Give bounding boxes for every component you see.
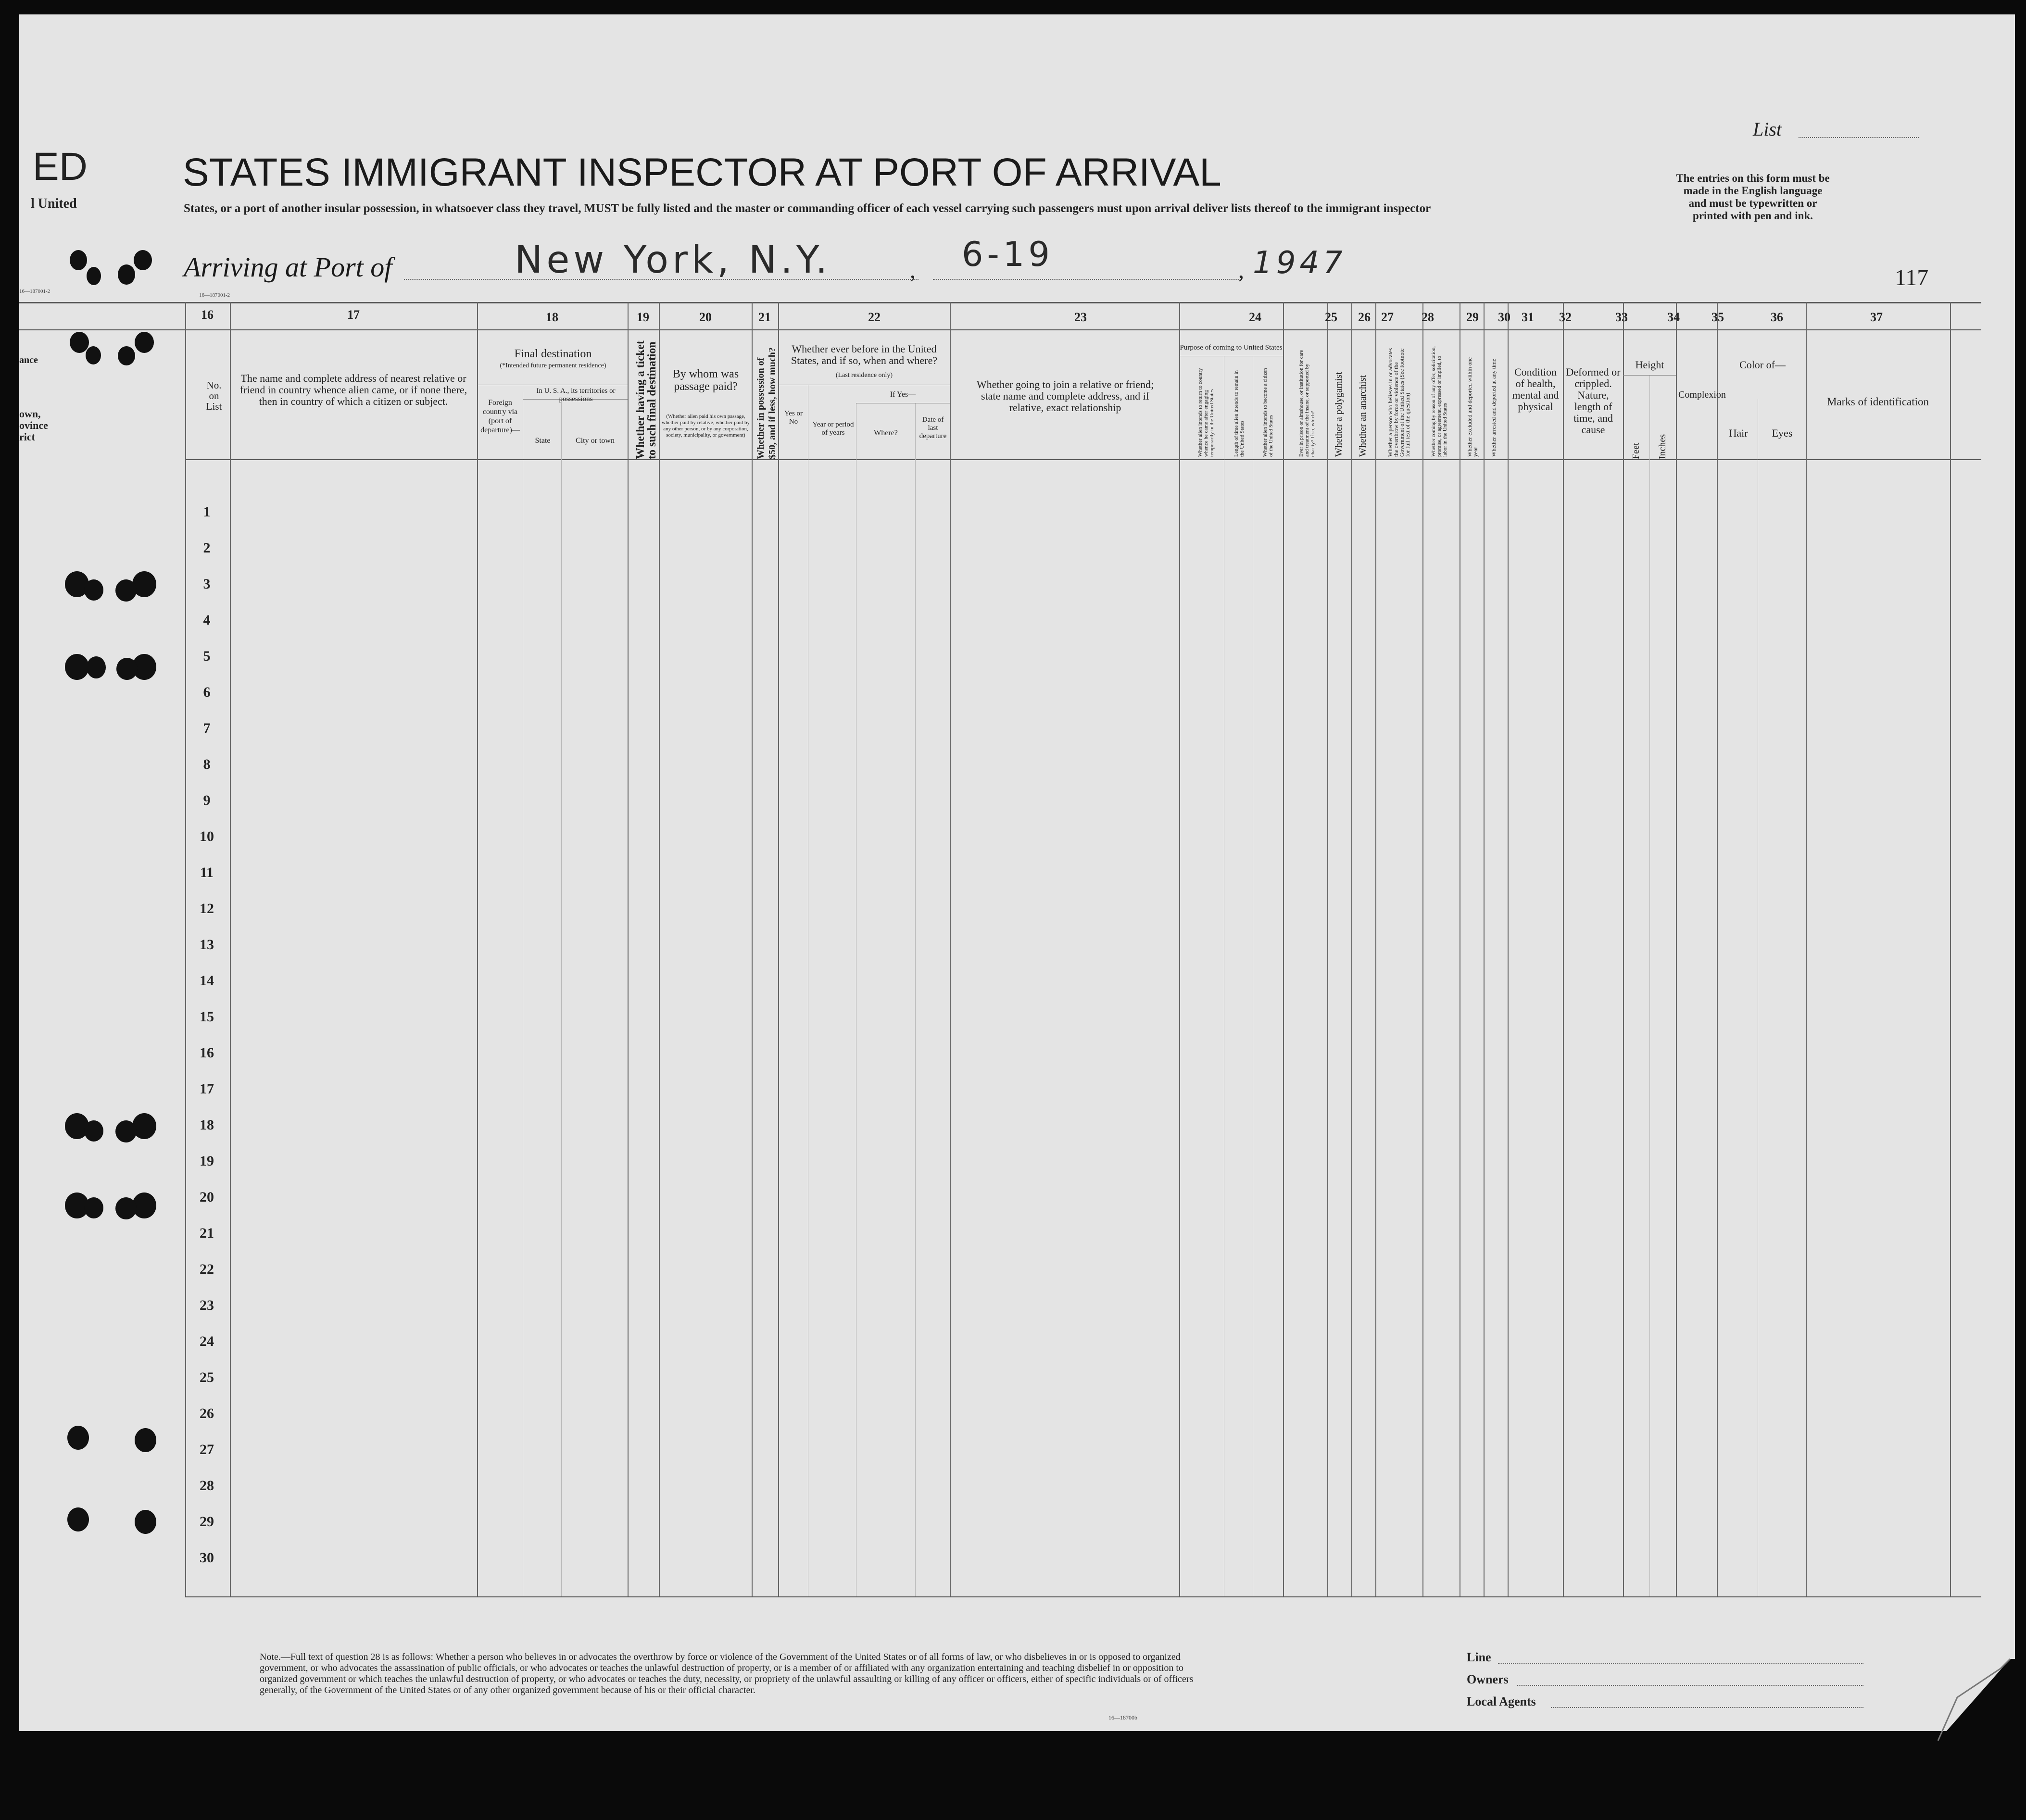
footnote-q28: Note.—Full text of question 28 is as follows: Whether a person who believes in or advocates the overthrow by force or violence of the Government of the United States or of all forms of law, or who disbelieves in or is opposed to organized government, or who advocates the assassination of public officials, or who advocates or teaches the unlawful destruction of property, or is a member of or affiliated with any organization entertaining and teaching disbelief in or opposition to organized government or which teaches the unlawful destruction of property, or who advocates or teaches the duty, necessity, or propriety of the unlawful assaulting or killing of any officer or officers, either of specific individuals or of officers generally, of the Government of the United States or of any other organized government because of his or their official character. <box>260 1652 1194 1695</box>
col-sep <box>1717 302 1718 1596</box>
header-anarchist: Whether an anarchist <box>1358 375 1368 457</box>
col-sep <box>778 302 779 1596</box>
header-q31: Whether arrested and deported at any time <box>1490 359 1497 457</box>
punch-hole <box>84 1120 103 1142</box>
colnum-24: 24 <box>1249 310 1261 324</box>
row-number: 30 <box>200 1550 214 1566</box>
colnum-33: 33 <box>1615 310 1628 324</box>
row-number: 27 <box>200 1442 214 1457</box>
curled-corner <box>1875 1611 2020 1755</box>
agents-field <box>1551 1707 1863 1708</box>
col-sep <box>1649 375 1650 1596</box>
header-by-whom-paid-note: (Whether alien paid his own passage, whether paid by relative, whether paid by any other person, or by any corporation, society, municipality, or government) <box>662 414 750 438</box>
date-line <box>933 279 1241 280</box>
list-label-text: List <box>1753 118 1782 140</box>
col-sep <box>1179 302 1180 1596</box>
punch-hole <box>70 250 87 270</box>
list-label <box>1753 118 1782 140</box>
header-purpose-c: Whether alien intends to become a citizen of the United States <box>1262 368 1274 457</box>
header-height: Height <box>1635 359 1664 371</box>
page-number: 117 <box>1895 265 1929 290</box>
port-handwritten: New York, N.Y. <box>515 238 831 282</box>
body-bottom-line <box>185 1596 1981 1597</box>
row-number: 17 <box>200 1081 214 1097</box>
punch-hole <box>67 1426 89 1450</box>
colnum-37: 37 <box>1870 310 1883 324</box>
colnum-34: 34 <box>1667 310 1680 324</box>
manifest-sheet <box>19 14 2015 1731</box>
height-rule <box>1623 375 1676 376</box>
colnum-17: 17 <box>347 308 360 322</box>
header-purpose: Purpose of coming to United States <box>1180 344 1283 351</box>
punch-hole <box>135 332 154 353</box>
col-sep <box>230 302 231 1596</box>
list-number-line <box>1799 137 1919 138</box>
col-sep <box>1676 302 1677 1596</box>
header-ever-before-note: (Last residence only) <box>835 372 893 379</box>
header-bottom-line <box>185 459 1981 460</box>
row-number: 9 <box>203 792 211 808</box>
date-handwritten: 6-19 <box>962 235 1054 274</box>
col-sep <box>1283 302 1284 1596</box>
punch-hole <box>70 332 89 353</box>
header-polygamist: Whether a polygamist <box>1334 372 1344 457</box>
colnum-25: 25 <box>1325 310 1337 324</box>
punch-hole <box>87 656 106 678</box>
fragment-col-d: rict <box>19 431 35 443</box>
header-if-yes: If Yes— <box>890 390 916 399</box>
header-q28: Whether a person who believes in or advocates the overthrow by force or violence of the Government of the United States (See footnote for full text of the question) <box>1387 348 1411 457</box>
row-number: 1 <box>203 504 211 520</box>
row-number: 23 <box>200 1297 214 1313</box>
colnum-21: 21 <box>758 310 771 324</box>
header-purpose-b: Length of time alien intends to remain in the United States <box>1233 370 1245 457</box>
fragment-left-subtitle: l United <box>31 196 77 211</box>
punch-hole <box>87 267 101 285</box>
colnum-30: 30 <box>1498 310 1510 324</box>
col-sep <box>659 302 660 1596</box>
colnum-16: 16 <box>201 308 214 322</box>
fragment-left-title: ED <box>33 145 88 188</box>
header-join-relative: Whether going to join a relative or friend; state name and complete address, and if relative, exact relationship <box>976 378 1154 414</box>
col-sep <box>561 399 562 1596</box>
header-hair: Hair <box>1729 427 1748 439</box>
header-q29: Whether coming by reason of any offer, solicitation, promise, or agreement, expressed or implied, to labor in the United States <box>1431 346 1448 457</box>
header-year-period: Year or period of years <box>812 421 854 437</box>
row-number: 22 <box>200 1261 214 1277</box>
fragment-col-c: ovince <box>19 419 48 431</box>
header-money: Whether in possession of $50, and if less, how much? <box>755 347 778 459</box>
header-deformed: Deformed or crippled. Nature, length of time, and cause <box>1566 366 1621 436</box>
colnum-27: 27 <box>1381 310 1394 324</box>
punch-hole <box>116 658 138 680</box>
punch-hole <box>118 264 135 285</box>
punch-hole <box>115 1120 137 1142</box>
row-number: 13 <box>200 937 214 953</box>
header-condition: Condition of health, mental and physical <box>1512 366 1559 413</box>
punch-hole <box>86 346 101 364</box>
header-complexion: Complexion <box>1678 389 1726 400</box>
form-code: 16—18700b <box>1108 1714 1137 1721</box>
header-ever-before: Whether ever before in the United States, and if so, when and where? <box>791 343 938 366</box>
col-sep <box>1351 302 1352 1596</box>
colnum-28: 28 <box>1422 310 1434 324</box>
row-number: 10 <box>200 828 214 844</box>
arriving-label: Arriving at Port of <box>184 251 392 283</box>
header-prison: Ever in prison or almshouse, or institution for care and treatment of the insane, or supported by charity? If so, which? <box>1298 350 1316 457</box>
col-sep <box>1508 302 1509 1596</box>
row-number: 29 <box>200 1514 214 1530</box>
header-nearest-relative: The name and complete address of nearest relative or friend in country whence alien came, or if none there, then in country of which a citizen or subject. <box>239 372 467 407</box>
colnum-line <box>19 329 1981 330</box>
fragment-col-a: ance <box>19 355 38 365</box>
owners-label: Owners <box>1467 1672 1509 1686</box>
punch-hole <box>84 1197 103 1218</box>
header-city: City or town <box>576 437 615 445</box>
row-number: 15 <box>200 1009 214 1025</box>
col-sep <box>477 302 478 1596</box>
agents-label: Local Agents <box>1467 1694 1536 1708</box>
col-sep <box>1484 302 1485 1596</box>
colnum-20: 20 <box>699 310 712 324</box>
row-number: 14 <box>200 973 214 989</box>
header-by-whom-paid: By whom was passage paid? <box>672 368 739 393</box>
header-marks: Marks of identification <box>1826 396 1929 408</box>
col-sep <box>1375 302 1376 1596</box>
row-number: 20 <box>200 1189 214 1205</box>
comma-1: , <box>910 258 916 283</box>
col-sep <box>752 302 753 1596</box>
punch-hole <box>65 654 89 680</box>
punch-hole <box>115 579 137 602</box>
colnum-18: 18 <box>546 310 558 324</box>
row-number: 5 <box>203 648 211 664</box>
header-feet: Feet <box>1631 442 1641 459</box>
row-number: 25 <box>200 1369 214 1385</box>
row-number: 8 <box>203 756 211 772</box>
margin-code-mid: 16—187001-2 <box>199 292 230 298</box>
header-final-destination: Final destination <box>514 348 592 360</box>
header-color-of: Color of— <box>1739 359 1786 371</box>
line-label: Line <box>1467 1650 1491 1664</box>
header-eyes: Eyes <box>1772 427 1793 439</box>
row-number: 21 <box>200 1225 214 1241</box>
page-title: STATES IMMIGRANT INSPECTOR AT PORT OF ARRIVAL <box>183 151 1221 194</box>
header-inches: Inches <box>1657 434 1668 459</box>
fragment-margin-code: 16—187001-2 <box>19 289 50 294</box>
row-number: 6 <box>203 684 211 700</box>
colnum-32: 32 <box>1559 310 1572 324</box>
page-subtitle: States, or a port of another insular possession, in whatsoever class they travel, MUST be fully listed and the master or commanding officer of each vessel carrying such passengers must upon arrival deliver lists thereof to the immigrant inspector <box>184 202 1431 215</box>
row-number: 24 <box>200 1333 214 1349</box>
line-field <box>1498 1663 1863 1664</box>
fragment-col-b: own, <box>19 408 41 420</box>
punch-hole <box>115 1197 137 1219</box>
row-number: 7 <box>203 720 211 736</box>
punch-hole <box>67 1507 89 1531</box>
header-purpose-a: Whether alien intends to return to country whence he came after engaging temporarily in the United States <box>1197 368 1215 457</box>
comma-2: , <box>1238 258 1244 283</box>
header-no-on-list: No. on List <box>206 379 222 412</box>
header-foreign-country: Foreign country via (port of departure)— <box>480 399 520 434</box>
header-q30: Whether excluded and deported within one year <box>1466 357 1479 457</box>
year-handwritten: 1947 <box>1253 245 1346 281</box>
header-where: Where? <box>874 429 898 437</box>
row-number: 16 <box>200 1045 214 1061</box>
instructions-box: The entries on this form must be made in the English language and must be typewritten or printed with pen and ink. <box>1676 172 1830 222</box>
colnum-35: 35 <box>1711 310 1724 324</box>
punch-hole <box>135 1510 156 1534</box>
row-number: 3 <box>203 576 211 592</box>
col-sep <box>1563 302 1564 1596</box>
header-yes-or-no: Yes or No <box>784 410 803 426</box>
row-number: 18 <box>200 1117 214 1133</box>
punch-hole <box>118 346 135 365</box>
row-number: 4 <box>203 612 211 628</box>
owners-field <box>1517 1685 1863 1686</box>
colnum-22: 22 <box>868 310 881 324</box>
header-date-last-departure: Date of last departure <box>919 416 947 440</box>
col-sep <box>1327 302 1328 1596</box>
header-in-usa: In U. S. A., its territories or possessions <box>536 387 616 403</box>
colnum-31: 31 <box>1522 310 1534 324</box>
col-sep <box>1623 302 1624 1596</box>
header-ticket: Whether having a ticket to such final destination <box>634 340 658 459</box>
col-sep <box>1422 302 1423 1596</box>
col-sep <box>1950 302 1951 1596</box>
colnum-29: 29 <box>1466 310 1479 324</box>
colnum-36: 36 <box>1771 310 1783 324</box>
row-number: 26 <box>200 1406 214 1421</box>
row-number: 11 <box>200 865 214 880</box>
punch-hole <box>84 579 103 601</box>
col-sep <box>915 403 916 1596</box>
colnum-26: 26 <box>1358 310 1371 324</box>
header-state: State <box>535 437 551 445</box>
colnum-23: 23 <box>1074 310 1087 324</box>
row-number: 28 <box>200 1478 214 1494</box>
colnum-19: 19 <box>637 310 649 324</box>
table-top-line <box>19 302 1981 303</box>
punch-hole <box>134 250 152 270</box>
row-number: 12 <box>200 901 214 916</box>
col-sep <box>185 302 186 1596</box>
col-sep <box>628 302 629 1596</box>
row-number: 2 <box>203 540 211 556</box>
header-final-destination-note: (*Intended future permanent residence) <box>500 362 606 369</box>
punch-hole <box>135 1428 156 1452</box>
col-sep <box>950 302 951 1596</box>
col-sep <box>1806 302 1807 1596</box>
row-number: 19 <box>200 1153 214 1169</box>
